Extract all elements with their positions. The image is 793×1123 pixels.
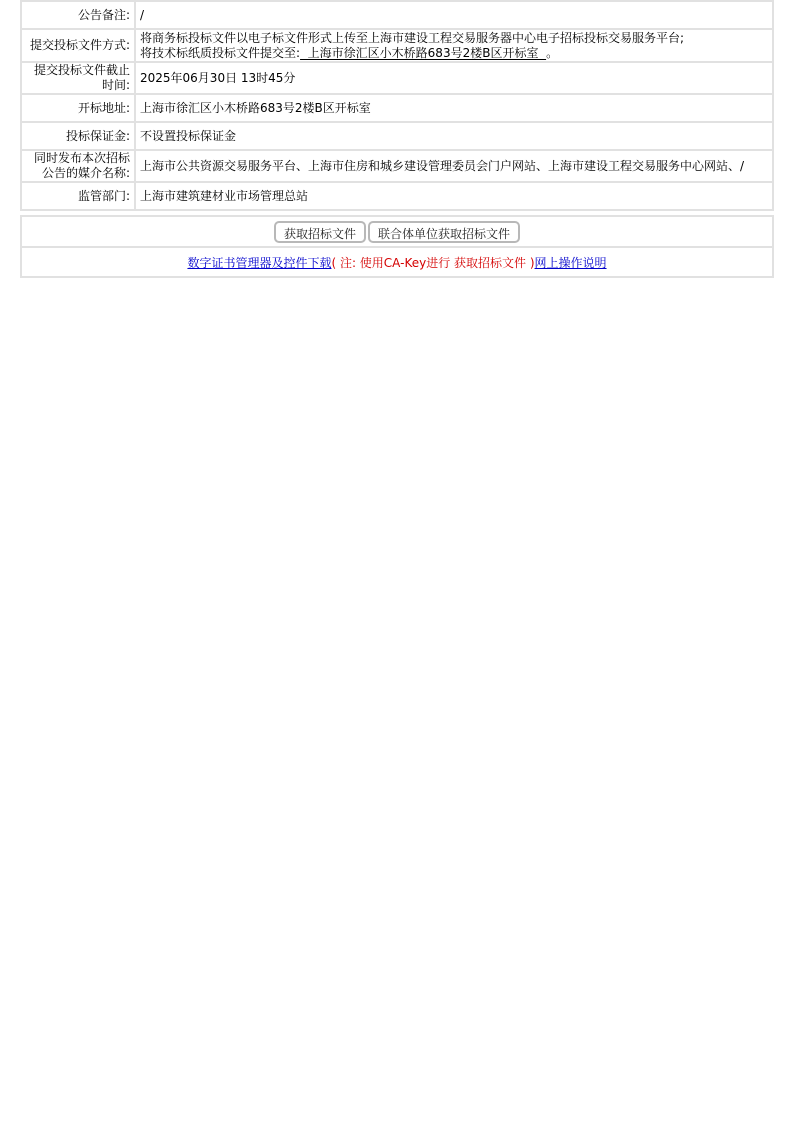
buttons-row [21,216,773,247]
bid-opening-address-label: 开标地址: [21,94,135,122]
table-row [21,150,773,182]
buttons-cell [21,216,773,247]
ca-key-note: ( 注: 使用CA-Key进行 获取招标文件 ) [331,255,535,270]
remark-value: / [135,1,773,29]
media-value: 上海市公共资源交易服务平台、上海市住房和城乡建设管理委员会门户网站、上海市建设工程交易服务中心网站、/ [135,150,773,182]
deadline-label: 提交投标文件截止时间: [21,62,135,94]
cert-manager-download-link[interactable]: 数字证书管理器及控件下载 [187,255,332,270]
table-row [21,1,773,29]
table-row [21,122,773,150]
submit-method-line-2-prefix: 将技术标纸质投标文件提交至: [140,45,301,60]
submit-method-line-1: 将商务标投标文件以电子标文件形式上传至上海市建设工程交易服务器中心电子招标投标交易服务平台; [140,30,685,45]
actions-table [20,215,774,278]
table-row [21,94,773,122]
bid-bond-label: 投标保证金: [21,122,135,150]
links-row [21,247,773,277]
submit-method-line-2-suffix: 。 [546,45,559,60]
deadline-value: 2025年06月30日 13时45分 [135,62,773,94]
submit-method-value [135,29,773,62]
table-row [21,62,773,94]
submit-method-label: 提交投标文件方式: [21,29,135,62]
consortium-get-bid-docs-button[interactable]: 联合体单位获取招标文件 [368,221,520,243]
bid-opening-address-value: 上海市徐汇区小木桥路683号2楼B区开标室 [135,94,773,122]
table-row [21,29,773,62]
online-guide-link[interactable]: 网上操作说明 [534,255,607,270]
submit-address-underlined: 上海市徐汇区小木桥路683号2楼B区开标室 [300,45,547,60]
submit-method-line-2 [140,46,768,61]
get-bid-docs-button[interactable]: 获取招标文件 [274,221,366,243]
tender-info-table [20,0,774,211]
bid-bond-value: 不设置投标保证金 [135,122,773,150]
table-row [21,182,773,210]
supervisor-value: 上海市建筑建材业市场管理总站 [135,182,773,210]
tender-info-panel [20,0,774,278]
links-cell [21,247,773,277]
media-label: 同时发布本次招标公告的媒介名称: [21,150,135,182]
remark-label: 公告备注: [21,1,135,29]
supervisor-label: 监管部门: [21,182,135,210]
